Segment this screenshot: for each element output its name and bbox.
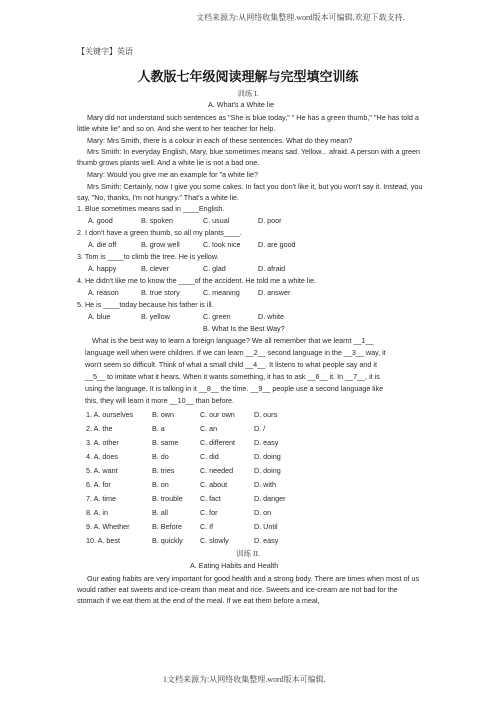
cloze-7-option-b: B. trouble xyxy=(152,494,183,503)
cloze-6-option-a: 6. A. for xyxy=(86,480,111,489)
q1-option-b: B. spoken xyxy=(141,216,173,225)
passage-a-para-1: Mary did not understand such sentences as "She is blue today," " He has a green thumb," "He has told a little white lie" and so on. And she went to her teacher for help. xyxy=(77,113,419,133)
cloze-3-option-d: D. easy xyxy=(254,438,279,447)
cloze-7-option-d: D. danger xyxy=(254,494,286,503)
q1-option-c: C. usual xyxy=(203,216,230,225)
cloze-8-option-c: C. for xyxy=(200,508,218,517)
question-3: 3. Tom is ____to climb the tree. He is yellow. xyxy=(77,252,219,261)
cloze-9-option-c: C. If xyxy=(200,522,214,531)
q3-option-a: A. happy xyxy=(88,264,117,273)
q1-option-a: A. good xyxy=(88,216,113,225)
q3-option-d: D. afraid xyxy=(258,264,286,273)
q4-option-c: C. meaning xyxy=(203,288,240,297)
q5-option-d: D. white xyxy=(258,312,284,321)
passage-b-line-3: won't seem so difficult. Think of what a small child __4__. It listens to what people say and it xyxy=(85,360,377,369)
cloze-3-option-a: 3. A. other xyxy=(86,438,119,447)
passage-a-title: A. What's a White lie xyxy=(208,100,275,109)
passage-b-line-5: using the language. It is talking in it __8__ the time. __9__ people use a second language like xyxy=(85,384,384,393)
q2-option-a: A. die off xyxy=(88,240,117,249)
passage-c-text: Our eating habits are very important for good health and a strong body. There are times when most of us would rather eat sweets and ice-cream than meat and rice. Sweets and ice-cream are not bad for the stomach if we eat them at the end of the meal. If we eat them before a meal, xyxy=(77,574,420,605)
q3-option-b: B. clever xyxy=(141,264,169,273)
cloze-2-option-b: B. a xyxy=(152,424,165,433)
q4-option-a: A. reason xyxy=(88,288,119,297)
cloze-2-option-d: D. / xyxy=(254,424,266,433)
q2-option-d: D. are good xyxy=(258,240,296,249)
cloze-8-option-d: D. on xyxy=(254,508,272,517)
page-footer: 1文档来源为:从网络收集整理.word版本可编辑. xyxy=(163,675,326,684)
q5-option-c: C. green xyxy=(203,312,231,321)
q2-option-c: C. look nice xyxy=(203,240,241,249)
cloze-9-option-a: 9. A. Whether xyxy=(86,522,130,531)
passage-b-title: B. What Is the Best Way? xyxy=(203,324,285,333)
q4-option-b: B. true story xyxy=(141,288,180,297)
question-5: 5. He is ____today because his father is ill. xyxy=(77,300,214,309)
cloze-5-option-b: B. tries xyxy=(152,466,175,475)
passage-a-para-4: Mary: Would you give me an example for "a white lie? xyxy=(87,170,259,179)
passage-b-line-1: What is the best way to learn a foreign language? We all remember that we learnt __1__ xyxy=(92,336,374,345)
cloze-5-option-a: 5. A. want xyxy=(86,466,118,475)
cloze-8-option-b: B. all xyxy=(152,508,168,517)
q5-option-b: B. yellow xyxy=(141,312,170,321)
passage-b-line-2: language well when were children. If we can learn __2__ second language in the __3__ way, it xyxy=(85,348,386,357)
cloze-4-option-d: D. doing xyxy=(254,452,281,461)
cloze-1-option-c: C. our own xyxy=(200,410,235,419)
cloze-9-option-d: D. Until xyxy=(254,522,278,531)
q1-option-d: D. poor xyxy=(258,216,282,225)
cloze-1-option-d: D. ours xyxy=(254,410,278,419)
cloze-1-option-b: B. own xyxy=(152,410,174,419)
q2-option-b: B. grow well xyxy=(141,240,180,249)
cloze-2-option-a: 2. A. the xyxy=(86,424,113,433)
cloze-5-option-c: C. needed xyxy=(200,466,234,475)
cloze-7-option-a: 7. A. time xyxy=(86,494,116,503)
q5-option-a: A. blue xyxy=(88,312,111,321)
cloze-3-option-c: C. different xyxy=(200,438,236,447)
question-1: 1. Blue sometimes means sad in ____English. xyxy=(77,204,225,213)
cloze-8-option-a: 8. A. in xyxy=(86,508,108,517)
document-title: 人教版七年级阅读理解与完型填空训练 xyxy=(137,69,359,84)
cloze-1-option-a: 1. A. ourselves xyxy=(86,410,134,419)
cloze-10-option-b: B. quickly xyxy=(152,536,183,545)
cloze-10-option-a: 10. A. best xyxy=(86,536,120,545)
passage-c-title: A. Eating Habits and Health xyxy=(190,561,279,570)
cloze-5-option-d: D. doing xyxy=(254,466,281,475)
section-2-label: 训练 II. xyxy=(236,549,260,558)
q4-option-d: D. answer xyxy=(258,288,291,297)
keyword-label: 【关键字】英语 xyxy=(77,47,133,56)
cloze-9-option-b: B. Before xyxy=(152,522,182,531)
cloze-10-option-c: C. slowly xyxy=(200,536,229,545)
cloze-6-option-b: B. on xyxy=(152,480,169,489)
passage-b-line-4: __5__ to imitate what it hears. When it wants something, it has to ask __6__ it. In __7__, it is xyxy=(85,372,380,381)
page-header: 文档来源为:从网络收集整理.word版本可编辑.欢迎下载支持. xyxy=(196,13,405,22)
question-2: 2. I don't have a green thumb, so all my plants____. xyxy=(77,228,242,237)
cloze-6-option-c: C. about xyxy=(200,480,228,489)
passage-a-para-5: Mrs Smith: Certainly, now I give you some cakes. In fact you don't like it, but you won't say it. Instead, you say, "No, thanks, I'm not hungry." That's a white lie. xyxy=(77,182,423,202)
cloze-4-option-b: B. do xyxy=(152,452,169,461)
cloze-4-option-a: 4. A. does xyxy=(86,452,118,461)
q3-option-c: C. glad xyxy=(203,264,226,273)
passage-a-para-3: Mrs Smith: In everyday English, Mary, blue sometimes means sad. Yellow... afraid. A person with a green thumb grows plants well. And a white lie is not a bad one. xyxy=(77,147,421,167)
passage-b-line-6: this, they will learn it more __10__ than before. xyxy=(85,396,235,405)
cloze-2-option-c: C. an xyxy=(200,424,218,433)
cloze-7-option-c: C. fact xyxy=(200,494,221,503)
cloze-6-option-d: D. with xyxy=(254,480,276,489)
passage-a-para-2: Mary: Mrs Smith, there is a colour in each of these sentences. What do they mean? xyxy=(87,136,353,145)
cloze-3-option-b: B. same xyxy=(152,438,179,447)
section-1-label: 训练 I. xyxy=(237,89,259,98)
cloze-4-option-c: C. did xyxy=(200,452,219,461)
cloze-10-option-d: D. easy xyxy=(254,536,279,545)
question-4: 4. He didn't like me to know the ____of the accident. He told me a white lie. xyxy=(77,276,317,285)
